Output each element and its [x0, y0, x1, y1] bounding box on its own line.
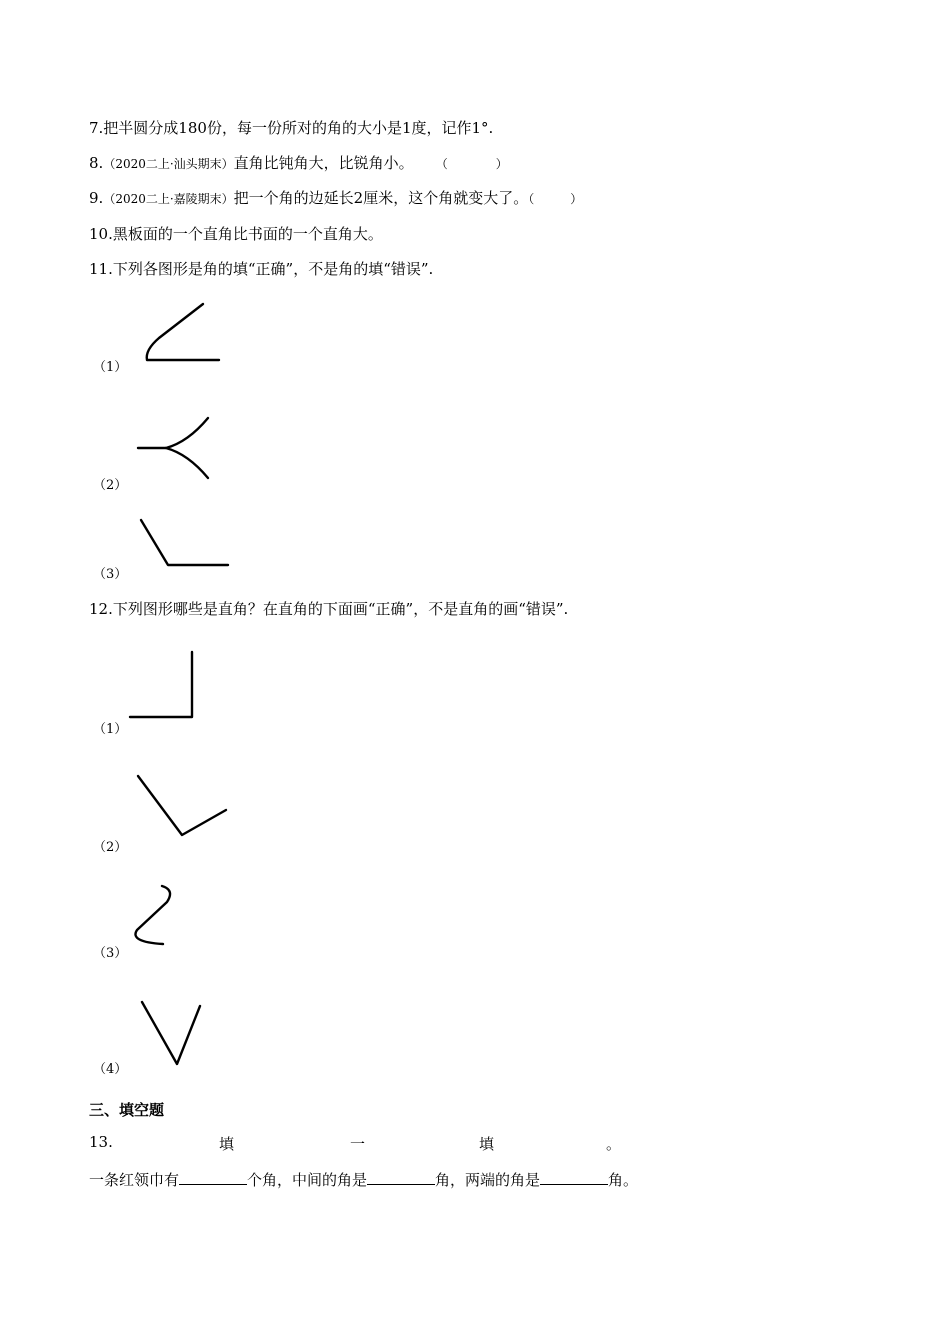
question-8-number: 8. [89, 154, 104, 172]
q13-blank-3[interactable] [540, 1170, 608, 1185]
q12-label-3: （3） [93, 946, 128, 961]
q11-figure-2 [130, 410, 230, 490]
q12-label-1: （1） [93, 722, 128, 737]
question-11: 11.下列各图形是角的填“正确”，不是角的填“错误”. [89, 260, 434, 278]
q13-blank-1[interactable] [179, 1170, 247, 1185]
question-7: 7.把半圆分成180份，每一份所对的角的大小是1度，记作1°. [89, 119, 494, 137]
question-9 [89, 188, 582, 209]
question-9-text: 把一个角的边延长2厘米，这个角就变大了。 [233, 189, 529, 207]
question-9-number: 9. [89, 189, 104, 207]
question-13-prompt-char-2: 一 [350, 1135, 366, 1153]
question-8-source: （2020二上·汕头期末） [103, 157, 234, 171]
q12-figure-3 [125, 878, 185, 958]
q11-label-3: （3） [93, 567, 128, 582]
q11-label-1: （1） [93, 360, 128, 375]
q11-label-2: （2） [93, 478, 128, 493]
q13-blank-2[interactable] [367, 1170, 435, 1185]
question-12: 12.下列图形哪些是直角？在直角的下面画“正确”，不是直角的画“错误”. [89, 600, 569, 618]
question-13-prompt-char-1: 填 [219, 1135, 235, 1153]
question-13-prompt-char-4: 。 [606, 1135, 622, 1153]
question-13-prompt-char-3: 填 [479, 1135, 495, 1153]
question-9-source: （2020二上·嘉陵期末） [103, 192, 234, 206]
q11-figure-1 [135, 298, 245, 378]
q13-part-3: 角，两端的角是 [435, 1171, 541, 1189]
q12-label-2: （2） [93, 840, 128, 855]
q13-part-4: 角。 [608, 1171, 639, 1189]
q12-figure-4 [133, 994, 213, 1074]
question-8 [89, 153, 508, 174]
q11-figure-3 [132, 510, 242, 580]
section-3-title: 三、填空题 [89, 1101, 165, 1119]
question-9-answer-paren[interactable]: （ ） [528, 192, 583, 206]
q12-figure-1 [122, 646, 202, 726]
q12-figure-2 [128, 768, 238, 848]
question-13-number: 13. [89, 1133, 113, 1151]
question-13-body [89, 1170, 638, 1190]
question-8-text: 直角比钝角大，比锐角小。 [233, 154, 414, 172]
question-8-answer-paren[interactable]: （ ） [435, 157, 508, 171]
q13-part-2: 个角，中间的角是 [247, 1171, 368, 1189]
q13-part-1: 一条红领巾有 [89, 1171, 180, 1189]
q12-label-4: （4） [93, 1062, 128, 1077]
question-10: 10.黑板面的一个直角比书面的一个直角大。 [89, 225, 383, 243]
